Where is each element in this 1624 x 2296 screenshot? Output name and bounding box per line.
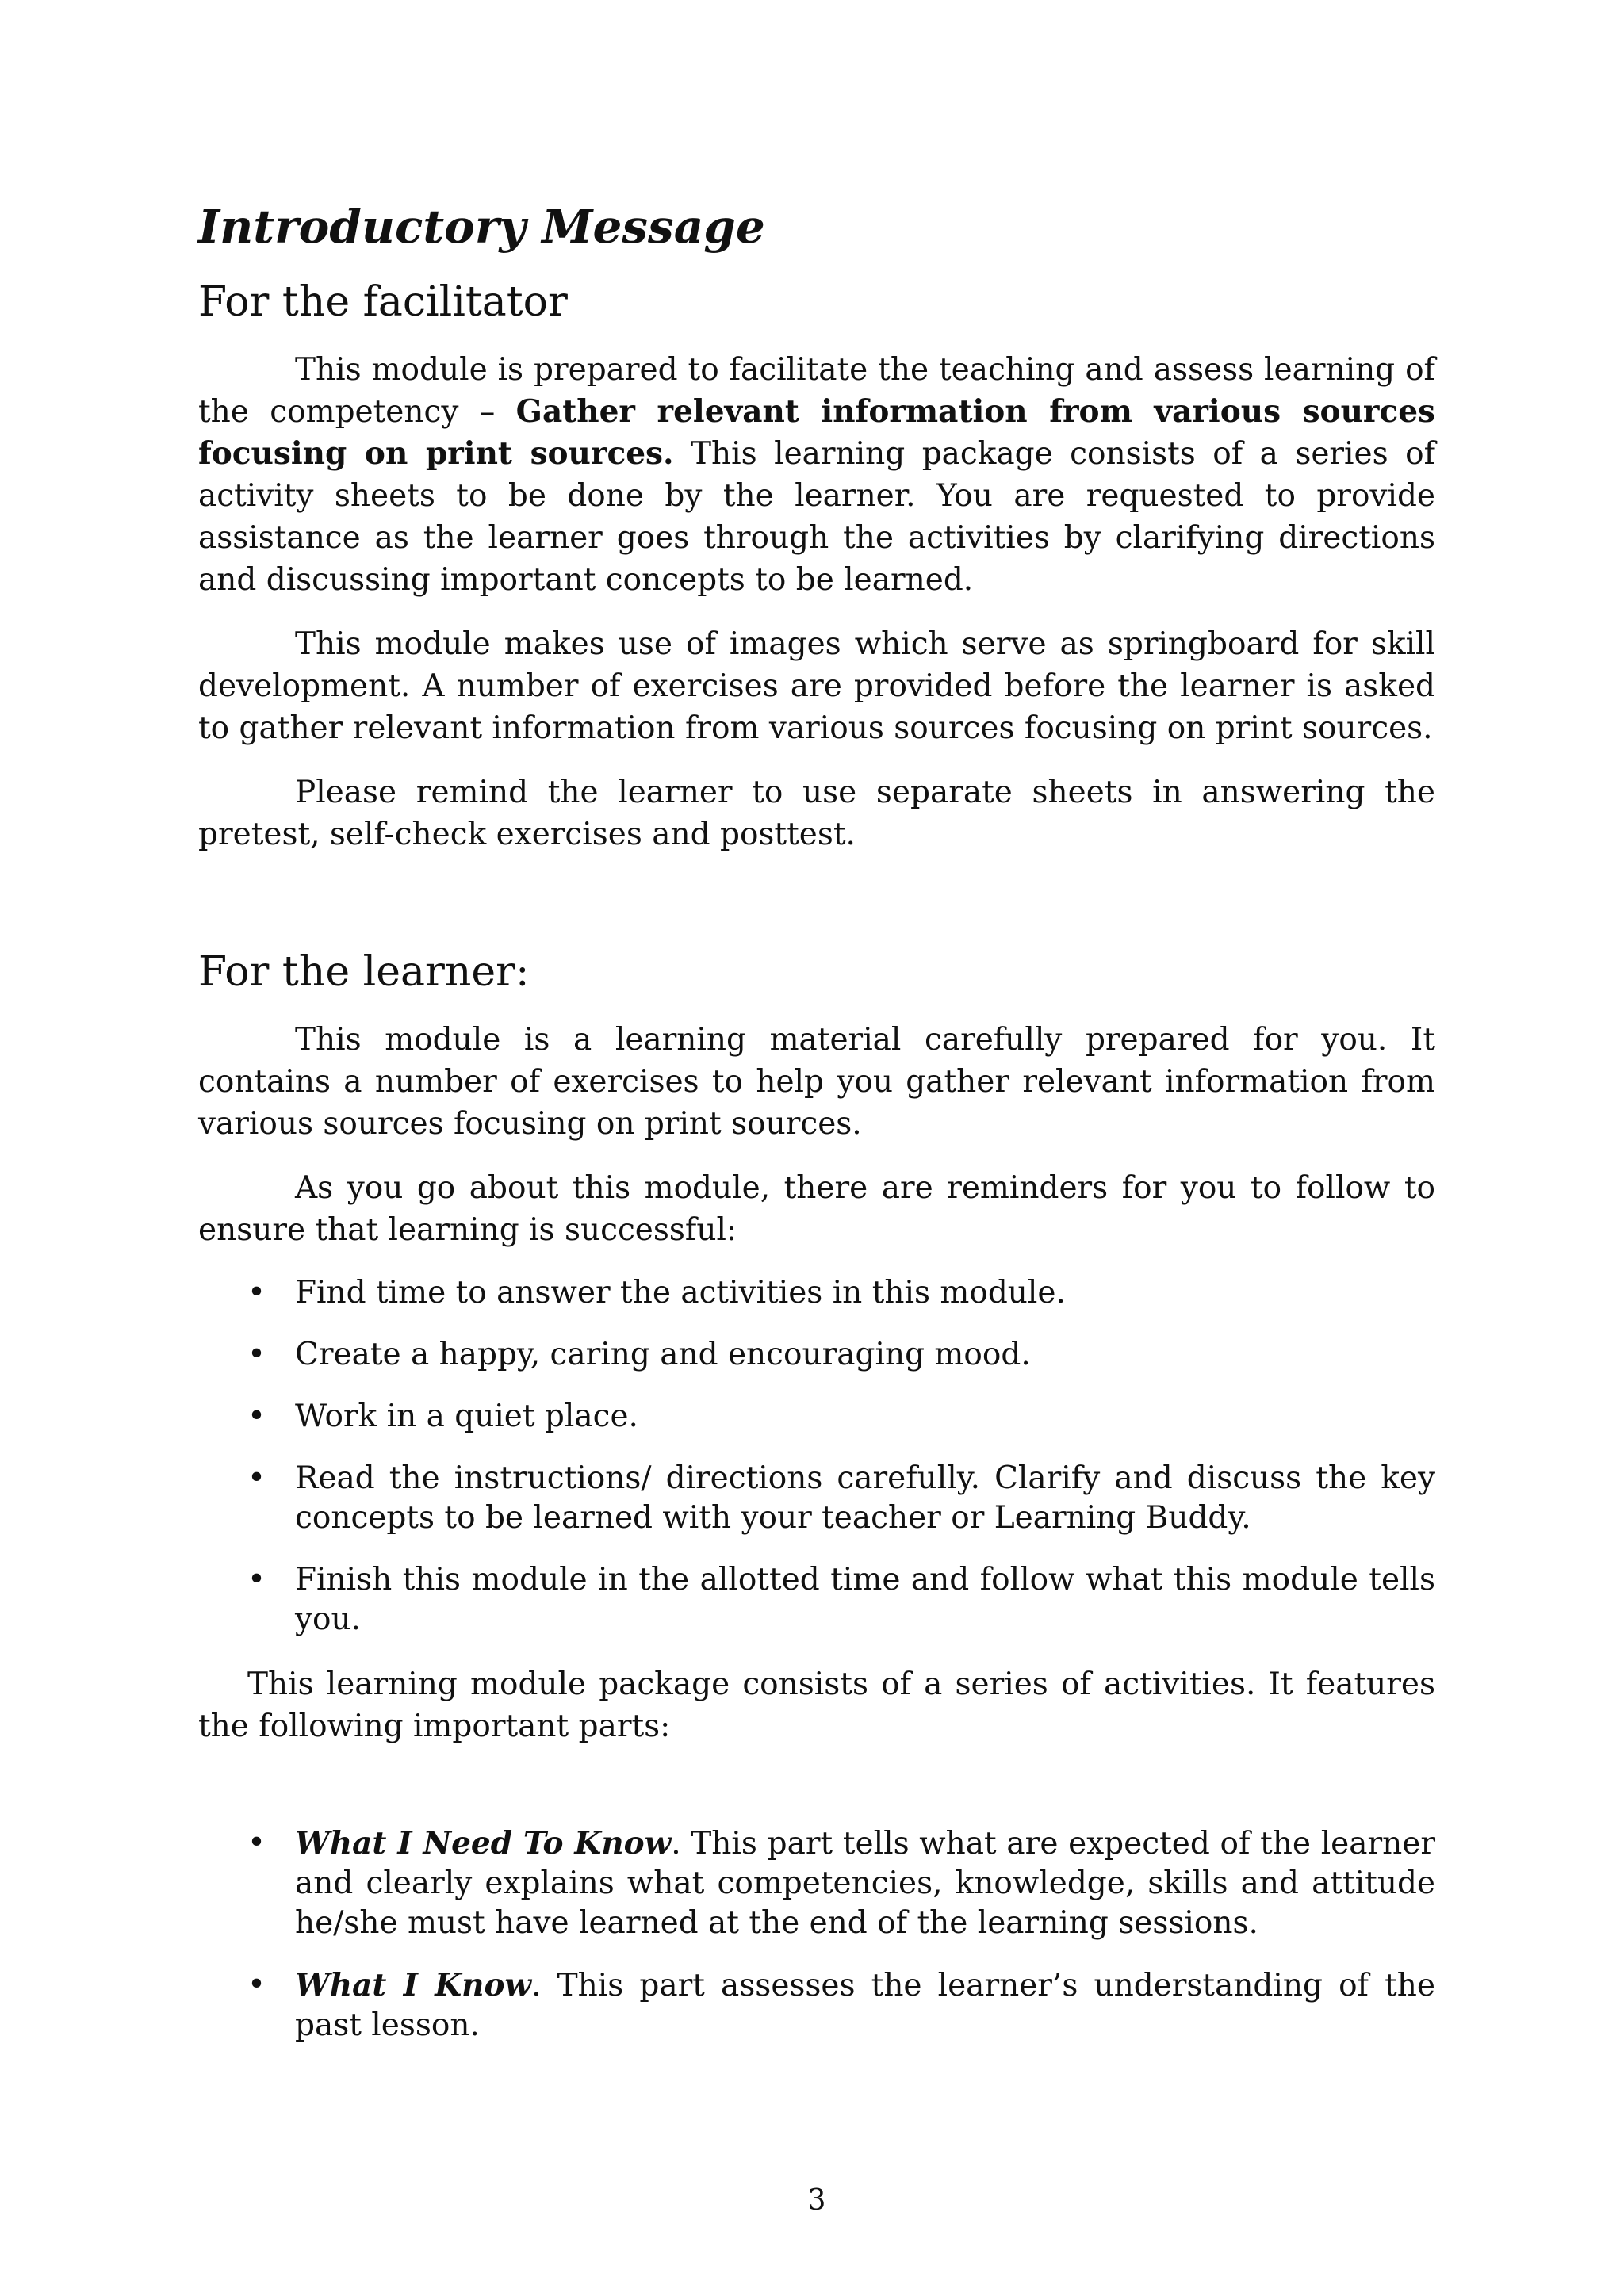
list-item bbox=[198, 1823, 1435, 1943]
learner-paragraph-1: This module is a learning material carefully prepared for you. It contains a number of exercises to help you gather relevant information from various sources focusing on print sources. bbox=[198, 1022, 1435, 1142]
list-item-text: Read the instructions/ directions carefully. Clarify and discuss the key concepts to be learned with your teacher or Learning Buddy. bbox=[295, 1460, 1435, 1536]
bullet-icon: • bbox=[247, 1275, 266, 1311]
bullet-icon: • bbox=[247, 1967, 266, 2003]
bullet-icon: • bbox=[247, 1337, 266, 1372]
list-item bbox=[198, 1273, 1435, 1313]
list-item bbox=[198, 1459, 1435, 1538]
part-name: What I Need To Know bbox=[295, 1825, 672, 1862]
part-description: . This part tells what are expected of the learner and clearly explains what competencies, knowledge, skills and attitude he/she must have learned at the end of the learning sessions. bbox=[295, 1826, 1435, 1941]
learner-paragraph-2: As you go about this module, there are reminders for you to follow to ensure that learning is successful: bbox=[198, 1170, 1435, 1248]
list-item bbox=[198, 1397, 1435, 1437]
part-description: . This part assesses the learner’s understanding of the past lesson. bbox=[295, 1968, 1435, 2043]
bullet-icon: • bbox=[247, 1562, 266, 1598]
list-item-text: Create a happy, caring and encouraging mood. bbox=[295, 1337, 1031, 1372]
facilitator-paragraph-1 bbox=[198, 349, 1435, 601]
page-title: Introductory Message bbox=[198, 200, 765, 254]
list-item bbox=[198, 1965, 1435, 2045]
competency-text: Gather relevant information from various sources focusing on print sources. bbox=[198, 393, 1435, 472]
page-number: 3 bbox=[807, 2184, 826, 2217]
learner-paragraph-3: This learning module package consists of a series of activities. It features the following important parts: bbox=[198, 1667, 1435, 1744]
bullet-icon: • bbox=[247, 1825, 266, 1861]
list-item-text: Find time to answer the activities in this module. bbox=[295, 1275, 1066, 1311]
bullet-icon: • bbox=[247, 1460, 266, 1496]
bullet-icon: • bbox=[247, 1399, 266, 1434]
reminders-list bbox=[198, 1273, 1435, 1640]
document-page bbox=[198, 197, 1435, 2069]
list-item-text: Finish this module in the allotted time and follow what this module tells you. bbox=[295, 1562, 1435, 1637]
facilitator-heading: For the facilitator bbox=[198, 278, 568, 326]
facilitator-p1-intro: This module is prepared to facilitate the teaching and assess learning of the competency – bbox=[198, 352, 1435, 430]
facilitator-paragraph-2: This module makes use of images which serve as springboard for skill development. A number of exercises are provided before the learner is asked to gather relevant information from various sources focusing on print sources. bbox=[198, 626, 1435, 746]
facilitator-p1-rest: This learning package consists of a series of activity sheets to be done by the learner. You are requested to provide assistance as the learner goes through the activities by clarifying directions and discussing important concepts to be learned. bbox=[198, 436, 1436, 598]
list-item bbox=[198, 1560, 1435, 1640]
facilitator-paragraph-3: Please remind the learner to use separate sheets in answering the pretest, self-check exercises and posttest. bbox=[198, 775, 1435, 852]
learner-heading: For the learner: bbox=[198, 948, 530, 996]
part-name: What I Know bbox=[295, 1967, 532, 2003]
list-item-text: Work in a quiet place. bbox=[295, 1399, 638, 1434]
list-item bbox=[198, 1335, 1435, 1375]
module-parts-list bbox=[198, 1823, 1435, 2045]
